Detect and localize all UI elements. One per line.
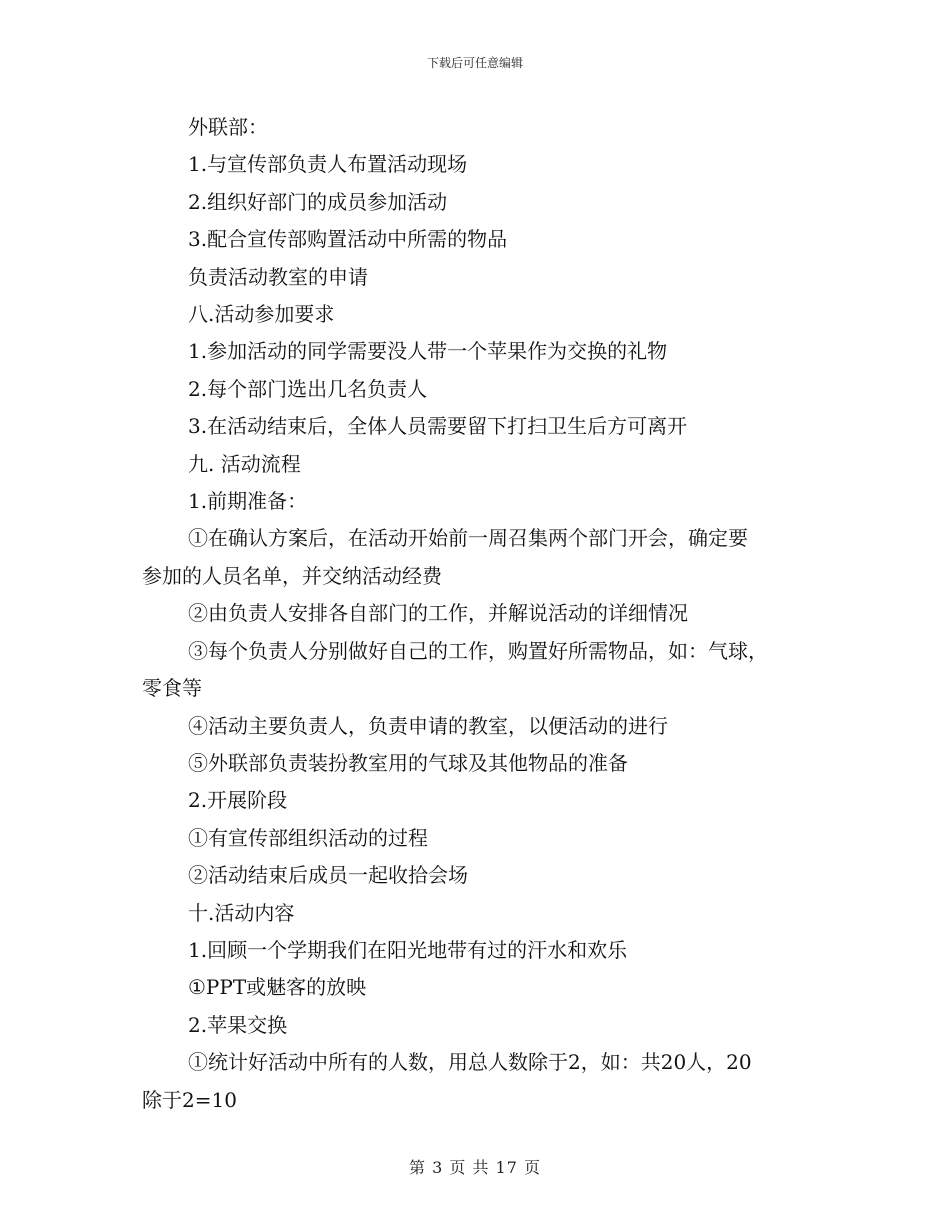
text-line: 3.配合宣传部购置活动中所需的物品 [188,227,508,252]
text-line-continuation: 除于2=10 [142,1087,237,1112]
text-line: 外联部： [188,115,268,139]
text-line: 3.在活动结束后，全体人员需要留下打扫卫生后方可离开 [188,414,688,439]
text-line: ①PPT或魅客的放映 [188,975,367,1000]
text-line: 2.苹果交换 [188,1012,288,1037]
text-line: ①在确认方案后，在活动开始前一周召集两个部门开会，确定要 [188,526,748,551]
text-line: ①统计好活动中所有的人数，用总人数除于2，如：共20人，20 [188,1050,752,1075]
document-body [142,109,822,1119]
text-line: ③每个负责人分别做好自己的工作，购置好所需物品，如：气球， [188,638,768,663]
text-line: ④活动主要负责人，负责申请的教室，以便活动的进行 [188,713,668,738]
text-line: 1.参加活动的同学需要没人带一个苹果作为交换的礼物 [188,339,668,364]
section-heading: 八.活动参加要求 [188,302,335,327]
text-line: ②由负责人安排各自部门的工作，并解说活动的详细情况 [188,601,688,626]
text-line: 1.与宣传部负责人布置活动现场 [188,152,468,177]
section-heading: 九. 活动流程 [188,451,301,476]
text-line-continuation: 参加的人员名单，并交纳活动经费 [142,563,442,588]
page-header: 下载后可任意编辑 [426,56,523,70]
text-line: 2.开展阶段 [188,788,288,813]
text-line: 1.前期准备： [188,489,308,514]
section-heading: 十.活动内容 [188,900,295,925]
text-line: 负责活动教室的申请 [188,264,368,289]
text-line-continuation: 零食等 [142,676,202,701]
text-line: 1.回顾一个学期我们在阳光地带有过的汗水和欢乐 [188,937,628,962]
text-line: ⑤外联部负责装扮教室用的气球及其他物品的准备 [188,750,628,775]
text-line: 2.组织好部门的成员参加活动 [188,189,448,214]
text-line: ②活动结束后成员一起收拾会场 [188,863,468,888]
page-footer: 第 3 页 共 17 页 [409,1158,541,1177]
text-line: 2.每个部门选出几名负责人 [188,376,428,401]
text-line: ①有宣传部组织活动的过程 [188,825,428,850]
